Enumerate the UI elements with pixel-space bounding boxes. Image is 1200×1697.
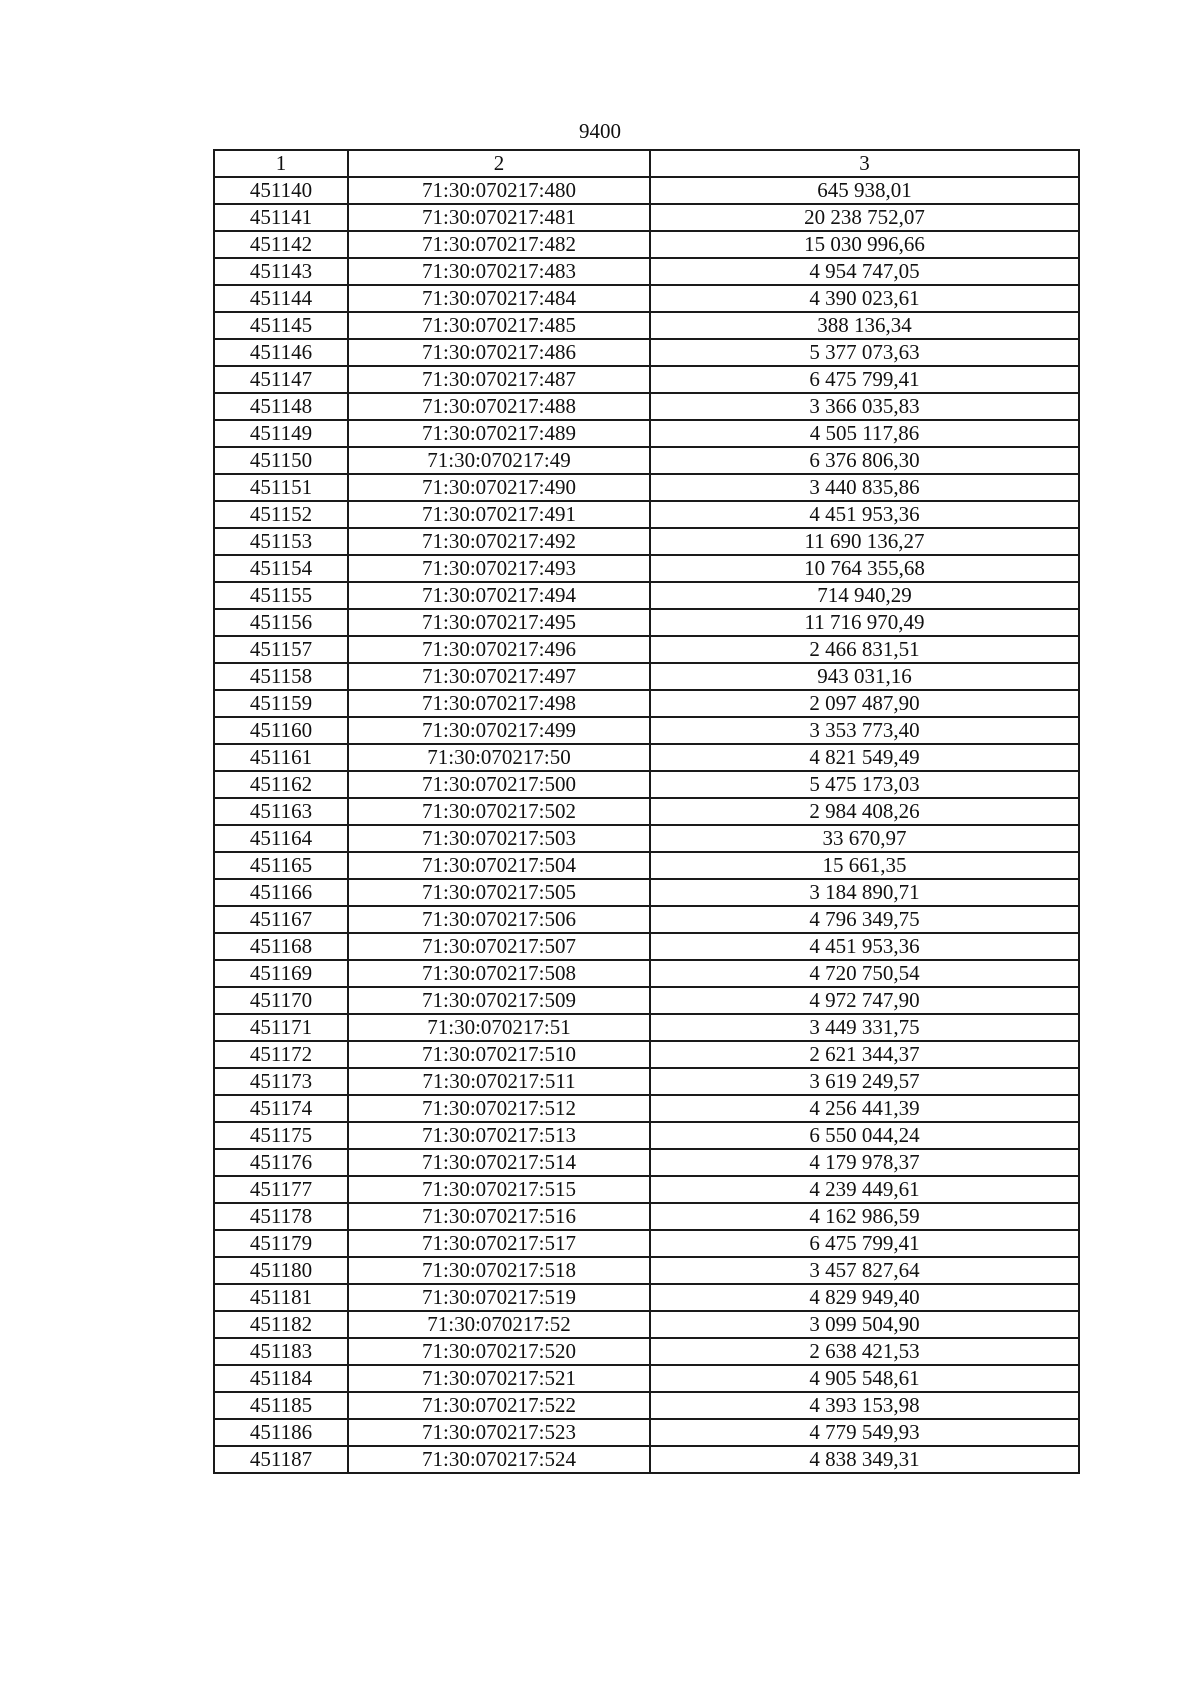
cadastral-number-cell: 71:30:070217:506 [348,906,650,933]
table-row [214,1392,1079,1419]
cadastral-value-cell: 2 466 831,51 [650,636,1079,663]
row-number-cell: 451164 [214,825,348,852]
cadastral-value-cell: 15 030 996,66 [650,231,1079,258]
cadastral-value-cell: 3 440 835,86 [650,474,1079,501]
cadastral-value-cell: 2 097 487,90 [650,690,1079,717]
cadastral-number-cell: 71:30:070217:489 [348,420,650,447]
cadastral-value-cell: 388 136,34 [650,312,1079,339]
cadastral-value-cell: 6 376 806,30 [650,447,1079,474]
cadastral-number-cell: 71:30:070217:522 [348,1392,650,1419]
table-row [214,690,1079,717]
row-number-cell: 451184 [214,1365,348,1392]
cadastral-number-cell: 71:30:070217:511 [348,1068,650,1095]
table-row [214,663,1079,690]
row-number-cell: 451154 [214,555,348,582]
row-number-cell: 451177 [214,1176,348,1203]
cadastral-value-cell: 4 451 953,36 [650,501,1079,528]
row-number-cell: 451170 [214,987,348,1014]
cadastral-number-cell: 71:30:070217:513 [348,1122,650,1149]
table-row [214,1203,1079,1230]
cadastral-value-cell: 4 256 441,39 [650,1095,1079,1122]
row-number-cell: 451174 [214,1095,348,1122]
row-number-cell: 451182 [214,1311,348,1338]
table-row [214,933,1079,960]
table-row [214,1419,1079,1446]
table-row [214,501,1079,528]
table-row [214,231,1079,258]
table-row [214,1149,1079,1176]
row-number-cell: 451166 [214,879,348,906]
cadastral-value-cell: 5 377 073,63 [650,339,1079,366]
cadastral-number-cell: 71:30:070217:494 [348,582,650,609]
row-number-cell: 451152 [214,501,348,528]
column-header-cadastral-number: 2 [348,150,650,177]
cadastral-number-cell: 71:30:070217:492 [348,528,650,555]
cadastral-value-cell: 3 457 827,64 [650,1257,1079,1284]
row-number-cell: 451144 [214,285,348,312]
table-row [214,177,1079,204]
table-row [214,744,1079,771]
table-row [214,1095,1079,1122]
row-number-cell: 451141 [214,204,348,231]
table-row [214,258,1079,285]
cadastral-value-cell: 6 475 799,41 [650,1230,1079,1257]
cadastral-value-table [213,149,1080,1474]
cadastral-number-cell: 71:30:070217:484 [348,285,650,312]
cadastral-number-cell: 71:30:070217:495 [348,609,650,636]
row-number-cell: 451151 [214,474,348,501]
cadastral-number-cell: 71:30:070217:490 [348,474,650,501]
table-row [214,1338,1079,1365]
cadastral-value-cell: 3 099 504,90 [650,1311,1079,1338]
row-number-cell: 451157 [214,636,348,663]
cadastral-number-cell: 71:30:070217:516 [348,1203,650,1230]
table-row [214,528,1079,555]
row-number-cell: 451172 [214,1041,348,1068]
cadastral-value-cell: 645 938,01 [650,177,1079,204]
row-number-cell: 451185 [214,1392,348,1419]
cadastral-value-cell: 4 162 986,59 [650,1203,1079,1230]
cadastral-number-cell: 71:30:070217:500 [348,771,650,798]
cadastral-value-cell: 2 621 344,37 [650,1041,1079,1068]
table-row [214,1446,1079,1473]
cadastral-value-cell: 4 838 349,31 [650,1446,1079,1473]
row-number-cell: 451145 [214,312,348,339]
cadastral-value-cell: 714 940,29 [650,582,1079,609]
table-row [214,1230,1079,1257]
cadastral-number-cell: 71:30:070217:485 [348,312,650,339]
table-row [214,879,1079,906]
cadastral-number-cell: 71:30:070217:521 [348,1365,650,1392]
cadastral-number-cell: 71:30:070217:512 [348,1095,650,1122]
cadastral-number-cell: 71:30:070217:493 [348,555,650,582]
cadastral-number-cell: 71:30:070217:482 [348,231,650,258]
row-number-cell: 451149 [214,420,348,447]
cadastral-number-cell: 71:30:070217:496 [348,636,650,663]
cadastral-number-cell: 71:30:070217:51 [348,1014,650,1041]
table-row [214,1284,1079,1311]
table-row [214,339,1079,366]
table-row [214,474,1079,501]
row-number-cell: 451180 [214,1257,348,1284]
row-number-cell: 451176 [214,1149,348,1176]
cadastral-value-cell: 4 829 949,40 [650,1284,1079,1311]
cadastral-number-cell: 71:30:070217:497 [348,663,650,690]
cadastral-value-cell: 5 475 173,03 [650,771,1079,798]
row-number-cell: 451147 [214,366,348,393]
cadastral-number-cell: 71:30:070217:507 [348,933,650,960]
cadastral-number-cell: 71:30:070217:52 [348,1311,650,1338]
cadastral-number-cell: 71:30:070217:515 [348,1176,650,1203]
cadastral-number-cell: 71:30:070217:504 [348,852,650,879]
table-row [214,582,1079,609]
cadastral-value-cell: 4 720 750,54 [650,960,1079,987]
cadastral-value-cell: 10 764 355,68 [650,555,1079,582]
row-number-cell: 451186 [214,1419,348,1446]
row-number-cell: 451155 [214,582,348,609]
cadastral-number-cell: 71:30:070217:523 [348,1419,650,1446]
cadastral-value-cell: 15 661,35 [650,852,1079,879]
cadastral-value-cell: 4 505 117,86 [650,420,1079,447]
table-row [214,852,1079,879]
row-number-cell: 451158 [214,663,348,690]
cadastral-value-cell: 11 690 136,27 [650,528,1079,555]
cadastral-value-cell: 11 716 970,49 [650,609,1079,636]
row-number-cell: 451173 [214,1068,348,1095]
table-row [214,825,1079,852]
row-number-cell: 451161 [214,744,348,771]
cadastral-number-cell: 71:30:070217:499 [348,717,650,744]
cadastral-value-cell: 4 393 153,98 [650,1392,1079,1419]
row-number-cell: 451175 [214,1122,348,1149]
row-number-cell: 451142 [214,231,348,258]
row-number-cell: 451150 [214,447,348,474]
table-row [214,285,1079,312]
table-row [214,555,1079,582]
row-number-cell: 451162 [214,771,348,798]
table-row [214,960,1079,987]
cadastral-value-cell: 4 179 978,37 [650,1149,1079,1176]
row-number-cell: 451187 [214,1446,348,1473]
table-row [214,447,1079,474]
column-header-cadastral-value: 3 [650,150,1079,177]
cadastral-value-cell: 2 638 421,53 [650,1338,1079,1365]
cadastral-number-cell: 71:30:070217:519 [348,1284,650,1311]
row-number-cell: 451160 [214,717,348,744]
cadastral-number-cell: 71:30:070217:480 [348,177,650,204]
table-row [214,1311,1079,1338]
row-number-cell: 451148 [214,393,348,420]
cadastral-number-cell: 71:30:070217:483 [348,258,650,285]
cadastral-value-cell: 6 550 044,24 [650,1122,1079,1149]
table-row [214,906,1079,933]
row-number-cell: 451183 [214,1338,348,1365]
cadastral-value-cell: 4 779 549,93 [650,1419,1079,1446]
cadastral-number-cell: 71:30:070217:486 [348,339,650,366]
row-number-cell: 451171 [214,1014,348,1041]
cadastral-number-cell: 71:30:070217:524 [348,1446,650,1473]
cadastral-value-cell: 3 353 773,40 [650,717,1079,744]
cadastral-number-cell: 71:30:070217:502 [348,798,650,825]
cadastral-number-cell: 71:30:070217:491 [348,501,650,528]
table-row [214,1014,1079,1041]
table-row [214,636,1079,663]
cadastral-number-cell: 71:30:070217:505 [348,879,650,906]
cadastral-number-cell: 71:30:070217:49 [348,447,650,474]
cadastral-value-cell: 4 954 747,05 [650,258,1079,285]
cadastral-number-cell: 71:30:070217:488 [348,393,650,420]
row-number-cell: 451168 [214,933,348,960]
cadastral-value-cell: 3 449 331,75 [650,1014,1079,1041]
table-row [214,393,1079,420]
row-number-cell: 451163 [214,798,348,825]
table-row [214,312,1079,339]
table-header-row [214,150,1079,177]
cadastral-value-cell: 3 366 035,83 [650,393,1079,420]
table-row [214,1068,1079,1095]
table-row [214,1257,1079,1284]
table-row [214,798,1079,825]
cadastral-number-cell: 71:30:070217:517 [348,1230,650,1257]
row-number-cell: 451143 [214,258,348,285]
cadastral-value-cell: 4 390 023,61 [650,285,1079,312]
table-row [214,204,1079,231]
cadastral-number-cell: 71:30:070217:520 [348,1338,650,1365]
row-number-cell: 451178 [214,1203,348,1230]
table-row [214,987,1079,1014]
table-row [214,1041,1079,1068]
row-number-cell: 451181 [214,1284,348,1311]
cadastral-number-cell: 71:30:070217:510 [348,1041,650,1068]
row-number-cell: 451167 [214,906,348,933]
cadastral-value-cell: 4 972 747,90 [650,987,1079,1014]
column-header-number: 1 [214,150,348,177]
cadastral-value-cell: 4 239 449,61 [650,1176,1079,1203]
cadastral-value-cell: 33 670,97 [650,825,1079,852]
table-body [214,177,1079,1473]
table-row [214,1122,1079,1149]
cadastral-value-cell: 4 796 349,75 [650,906,1079,933]
cadastral-value-cell: 4 821 549,49 [650,744,1079,771]
cadastral-number-cell: 71:30:070217:503 [348,825,650,852]
table-row [214,771,1079,798]
row-number-cell: 451156 [214,609,348,636]
row-number-cell: 451179 [214,1230,348,1257]
cadastral-value-cell: 3 184 890,71 [650,879,1079,906]
cadastral-number-cell: 71:30:070217:509 [348,987,650,1014]
row-number-cell: 451159 [214,690,348,717]
cadastral-value-cell: 943 031,16 [650,663,1079,690]
page-number: 9400 [579,119,621,143]
cadastral-value-cell: 4 905 548,61 [650,1365,1079,1392]
cadastral-number-cell: 71:30:070217:498 [348,690,650,717]
cadastral-value-cell: 20 238 752,07 [650,204,1079,231]
row-number-cell: 451140 [214,177,348,204]
table-row [214,1176,1079,1203]
cadastral-number-cell: 71:30:070217:50 [348,744,650,771]
table-row [214,609,1079,636]
table-row [214,1365,1079,1392]
cadastral-number-cell: 71:30:070217:481 [348,204,650,231]
row-number-cell: 451146 [214,339,348,366]
row-number-cell: 451153 [214,528,348,555]
cadastral-number-cell: 71:30:070217:487 [348,366,650,393]
table-row [214,717,1079,744]
cadastral-value-cell: 2 984 408,26 [650,798,1079,825]
cadastral-value-cell: 6 475 799,41 [650,366,1079,393]
table-row [214,420,1079,447]
cadastral-value-cell: 3 619 249,57 [650,1068,1079,1095]
table-row [214,366,1079,393]
cadastral-value-cell: 4 451 953,36 [650,933,1079,960]
cadastral-number-cell: 71:30:070217:508 [348,960,650,987]
row-number-cell: 451165 [214,852,348,879]
row-number-cell: 451169 [214,960,348,987]
cadastral-number-cell: 71:30:070217:514 [348,1149,650,1176]
cadastral-number-cell: 71:30:070217:518 [348,1257,650,1284]
